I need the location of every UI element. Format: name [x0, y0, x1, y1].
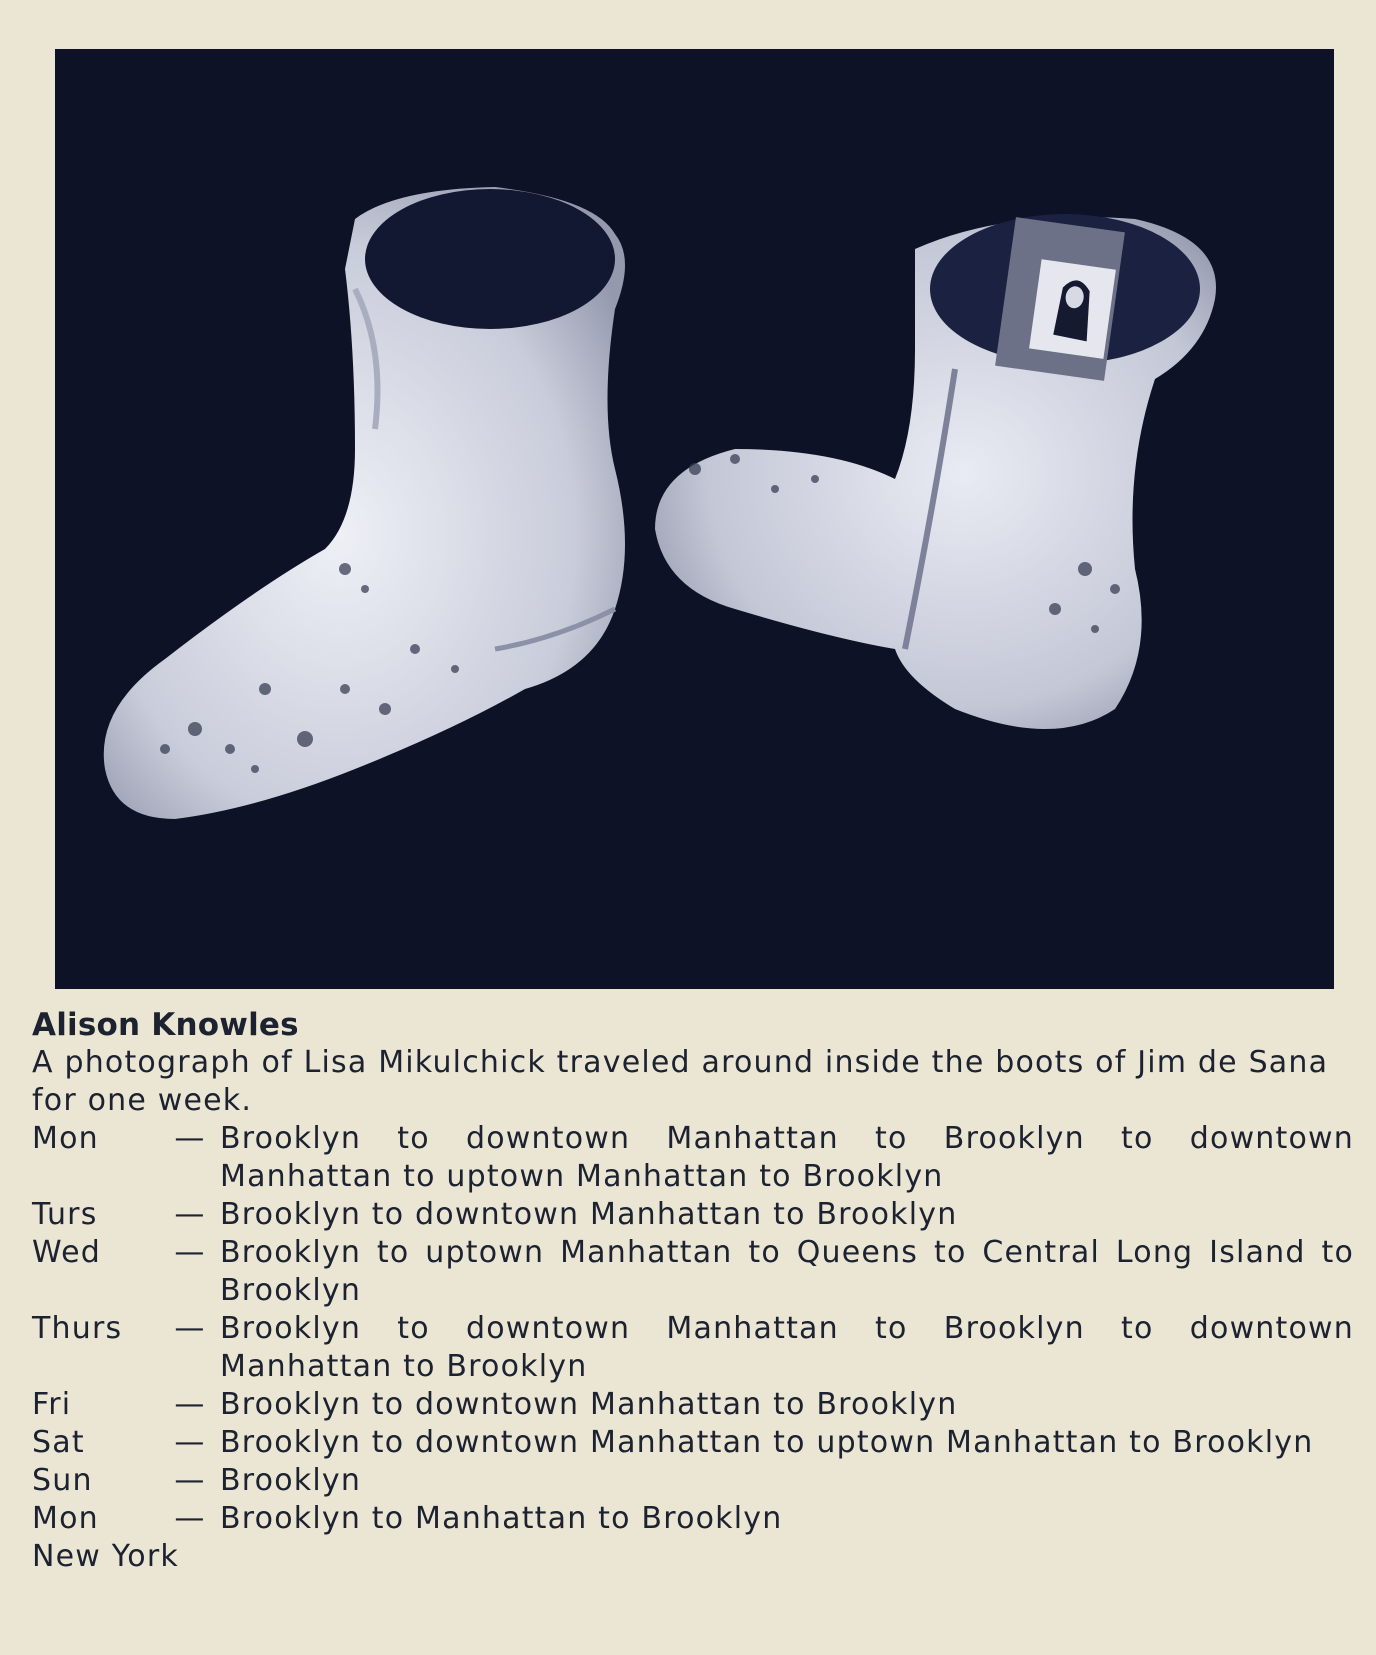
entry-route: Brooklyn to Manhattan to Brooklyn: [220, 1501, 783, 1536]
entry-dash: —: [174, 1387, 206, 1422]
boots-photograph: [55, 49, 1334, 989]
artist-name: Alison Knowles: [32, 1007, 299, 1043]
entry-day: Fri: [32, 1387, 72, 1422]
itinerary-entry: [32, 1196, 1354, 1234]
entry-dash: —: [174, 1425, 206, 1460]
caption: [32, 1006, 1354, 1576]
itinerary-entry: [32, 1120, 1354, 1196]
entry-route: Brooklyn to downtown Manhattan to Brooklyn to downtown Manhattan to uptown Manhattan to Brooklyn: [220, 1121, 1354, 1194]
boots-illustration: [55, 49, 1334, 989]
entry-route: Brooklyn to downtown Manhattan to uptown Manhattan to Brooklyn: [220, 1425, 1314, 1460]
itinerary-entry: [32, 1462, 1354, 1500]
entry-dash: —: [174, 1121, 206, 1156]
entry-day: Sat: [32, 1425, 85, 1460]
itinerary-entry: [32, 1500, 1354, 1538]
entry-route: Brooklyn to downtown Manhattan to Brooklyn: [220, 1387, 958, 1422]
entry-route: Brooklyn to downtown Manhattan to Brooklyn: [220, 1197, 958, 1232]
entry-day: Thurs: [32, 1311, 123, 1346]
entry-day: Mon: [32, 1501, 99, 1536]
entry-route: Brooklyn to downtown Manhattan to Brooklyn to downtown Manhattan to Brooklyn: [220, 1311, 1354, 1384]
location: New York: [32, 1539, 179, 1574]
entry-dash: —: [174, 1501, 206, 1536]
itinerary-list: [32, 1120, 1354, 1538]
itinerary-entry: [32, 1424, 1354, 1462]
entry-day: Turs: [32, 1197, 98, 1232]
entry-day: Sun: [32, 1463, 93, 1498]
entry-route: Brooklyn to uptown Manhattan to Queens to Central Long Island to Brooklyn: [220, 1235, 1354, 1308]
itinerary-entry: [32, 1310, 1354, 1386]
work-description: A photograph of Lisa Mikulchick traveled around inside the boots of Jim de Sana for one week.: [32, 1045, 1329, 1118]
entry-dash: —: [174, 1235, 206, 1270]
entry-dash: —: [174, 1197, 206, 1232]
itinerary-entry: [32, 1386, 1354, 1424]
entry-day: Mon: [32, 1121, 99, 1156]
entry-day: Wed: [32, 1235, 102, 1270]
entry-route: Brooklyn: [220, 1463, 362, 1498]
itinerary-entry: [32, 1234, 1354, 1310]
entry-dash: —: [174, 1463, 206, 1498]
entry-dash: —: [174, 1311, 206, 1346]
